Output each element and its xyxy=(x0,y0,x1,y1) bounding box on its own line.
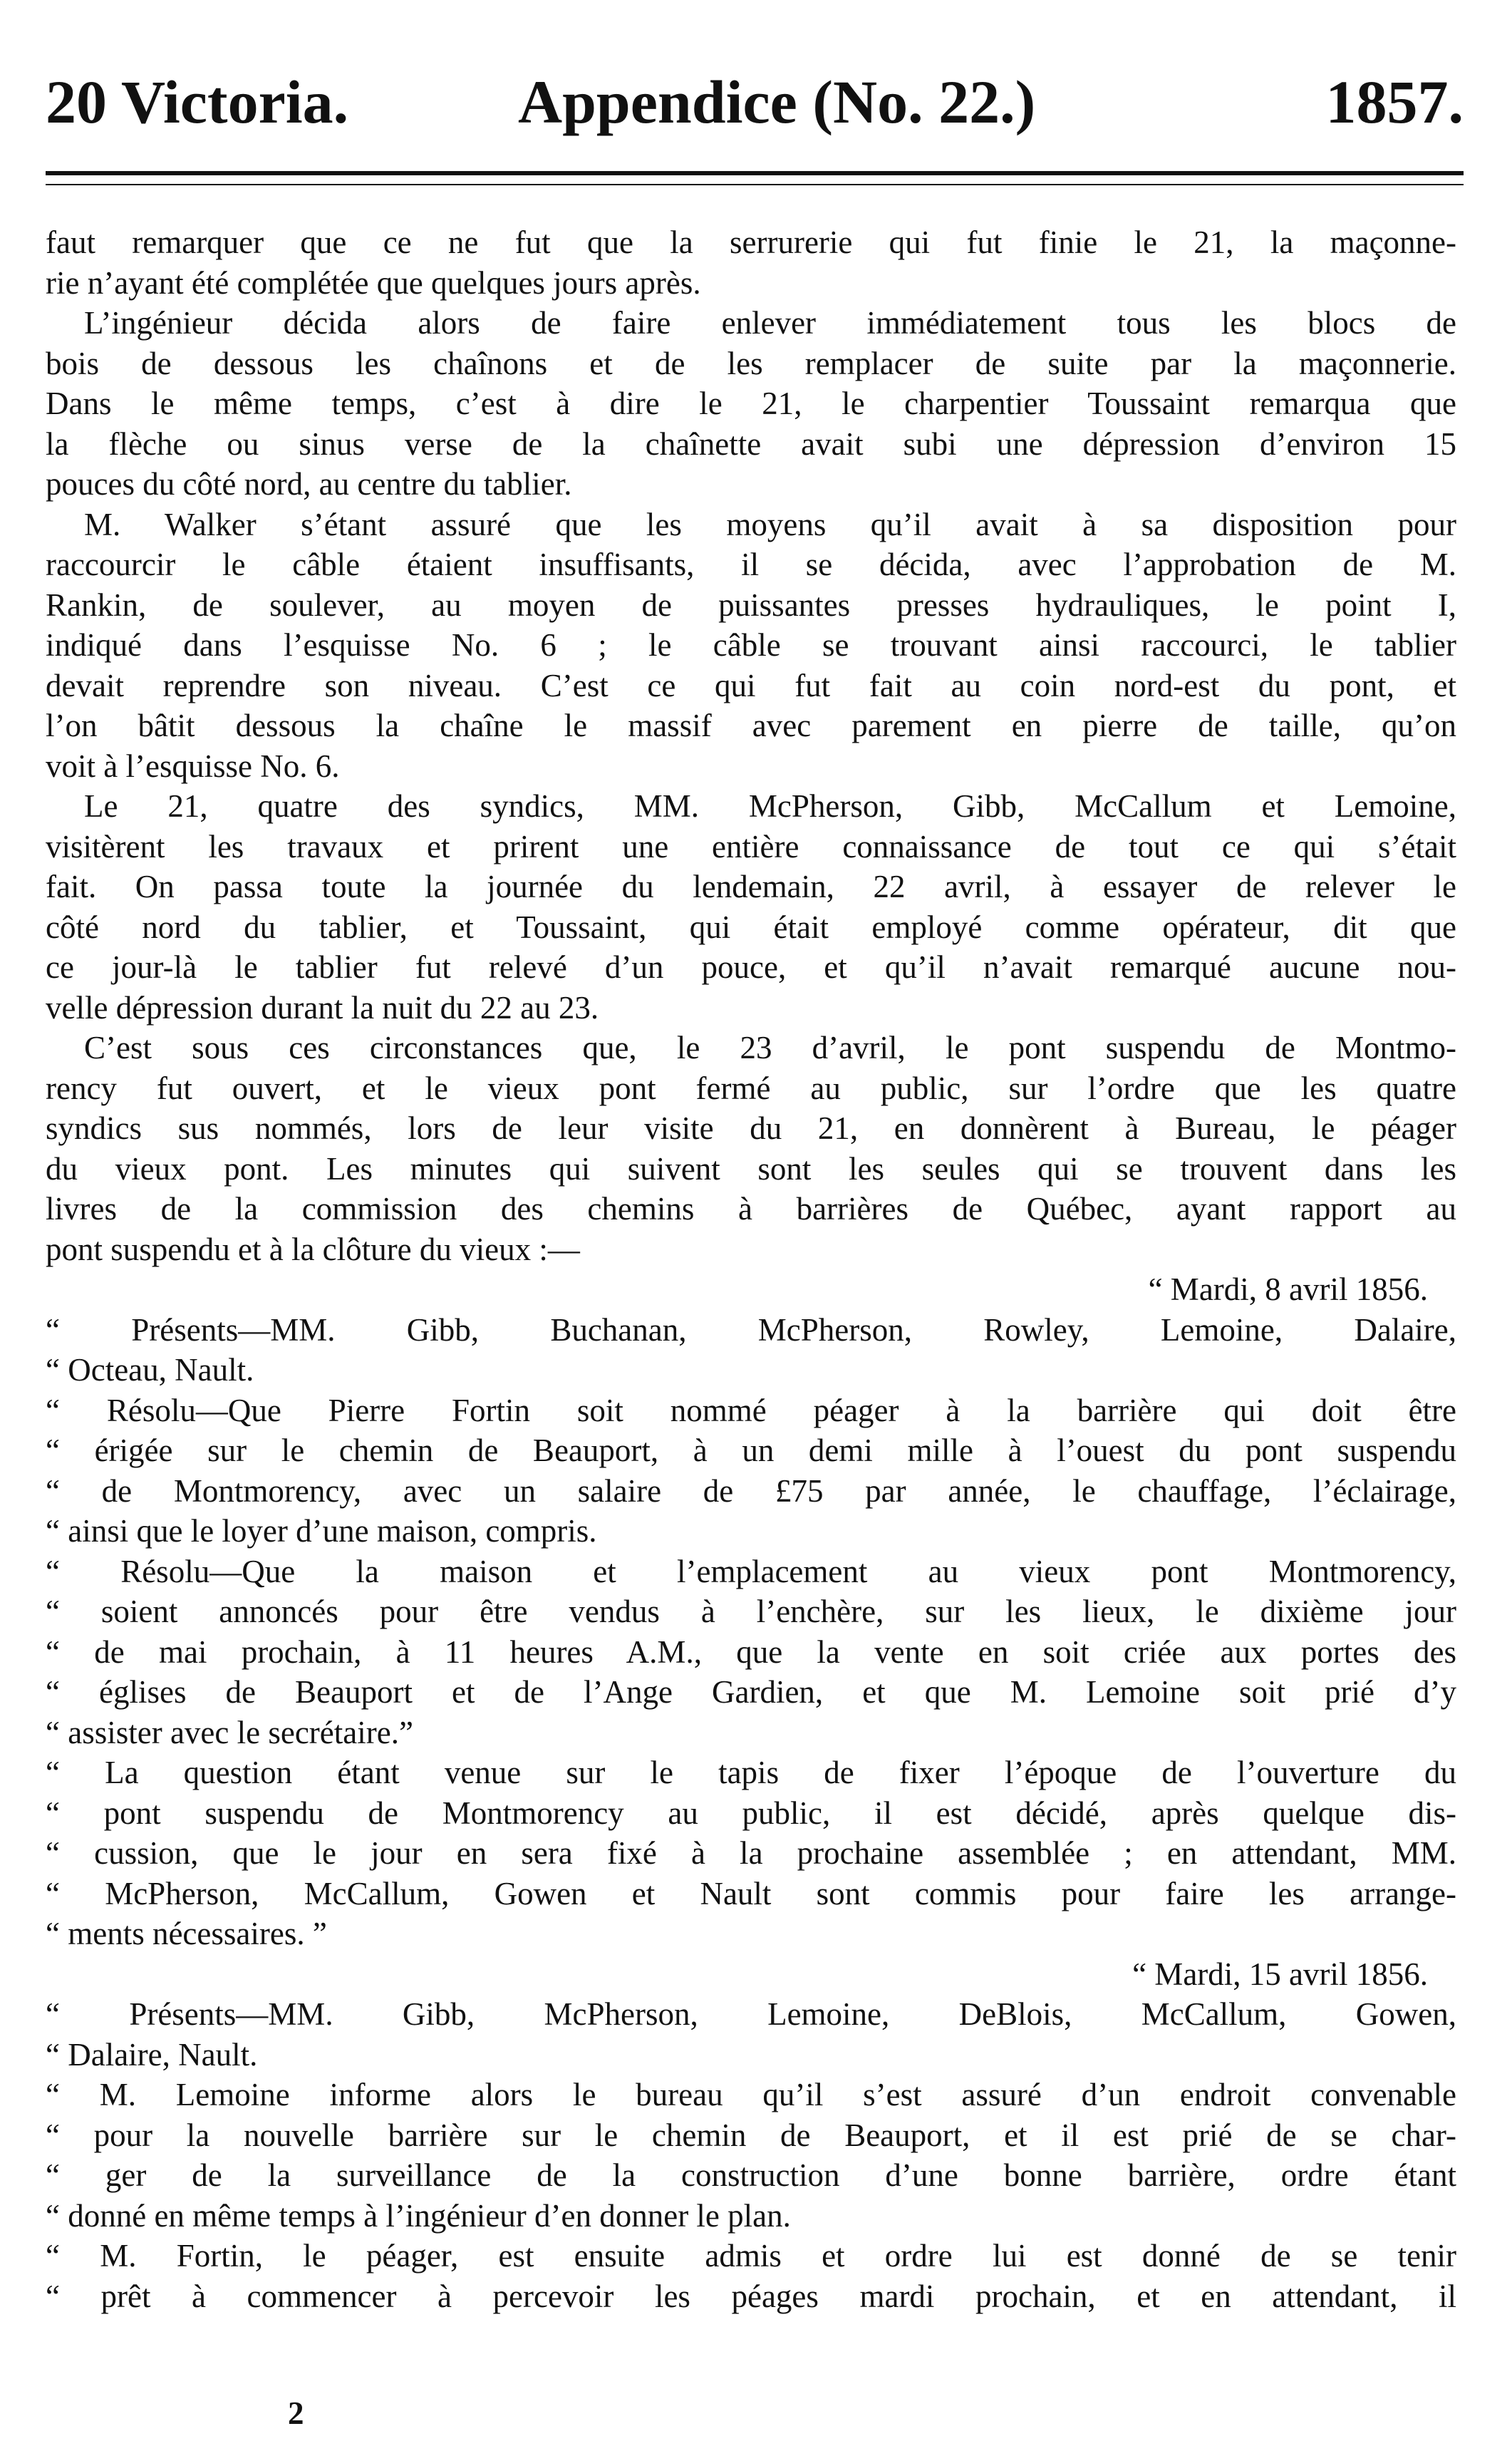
text-line: rie n’ayant été complétée que quelques jours après. xyxy=(46,264,701,301)
text-line: “ de Montmorency, avec un salaire de £75 par année, le chauffage, l’éclairage, xyxy=(46,1472,1456,1509)
text-line: “ M. Lemoine informe alors le bureau qu’il s’est assuré d’un endroit convenable xyxy=(46,2077,1456,2112)
text-line: “ Mardi, 15 avril 1856. xyxy=(1132,1956,1428,1992)
text-line: Le 21, quatre des syndics, MM. McPherson, Gibb, McCallum et Lemoine, xyxy=(84,788,1456,824)
text-line: bois de dessous les chaînons et de les remplacer de suite par la maçonnerie. xyxy=(46,345,1456,381)
text-line: “ cussion, que le jour en sera fixé à la prochaine assemblée ; en attendant, MM. xyxy=(46,1835,1456,1871)
text-line: raccourcir le câble étaient insuffisants, il se décida, avec l’approbation de M. xyxy=(46,547,1456,582)
text-line: pouces du côté nord, au centre du tablier. xyxy=(46,466,572,502)
text-line: C’est sous ces circonstances que, le 23 d’avril, le pont suspendu de Montmo- xyxy=(84,1030,1456,1065)
text-line: “ ger de la surveillance de la construction d’une bonne barrière, ordre étant xyxy=(46,2157,1456,2193)
page-number: 2 xyxy=(288,2395,304,2431)
text-line: “ pont suspendu de Montmorency au public, il est décidé, après quelque dis- xyxy=(46,1795,1456,1831)
text-line: “ ainsi que le loyer d’une maison, compris. xyxy=(46,1513,597,1549)
text-line: “ donné en même temps à l’ingénieur d’en donner le plan. xyxy=(46,2197,791,2234)
text-line: “ Mardi, 8 avril 1856. xyxy=(1148,1271,1428,1307)
text-line: fait. On passa toute la journée du lendemain, 22 avril, à essayer de relever le xyxy=(46,869,1456,904)
text-line: rency fut ouvert, et le vieux pont fermé au public, sur l’ordre que les quatre xyxy=(46,1070,1456,1106)
text-line: du vieux pont. Les minutes qui suivent sont les seules qui se trouvent dans les xyxy=(46,1150,1456,1187)
text-line: Dans le même temps, c’est à dire le 21, le charpentier Toussaint remarqua que xyxy=(46,386,1456,421)
text-line: pont suspendu et à la clôture du vieux :— xyxy=(46,1231,580,1267)
text-line: l’on bâtit dessous la chaîne le massif avec parement en pierre de taille, qu’on xyxy=(46,708,1456,743)
header-rule-thin xyxy=(46,184,1464,185)
text-line: “ La question étant venue sur le tapis de fixer l’époque de l’ouverture du xyxy=(46,1755,1456,1790)
text-line: “ Résolu—Que Pierre Fortin soit nommé péager à la barrière qui doit être xyxy=(46,1392,1456,1428)
header-session: 20 Victoria. xyxy=(46,68,349,136)
text-line: “ de mai prochain, à 11 heures A.M., que la vente en soit criée aux portes des xyxy=(46,1634,1456,1670)
header-appendix: Appendice (No. 22.) xyxy=(518,68,1036,136)
text-line: M. Walker s’étant assuré que les moyens qu’il avait à sa disposition pour xyxy=(84,506,1456,542)
text-line: “ prêt à commencer à percevoir les péages mardi prochain, et en attendant, il xyxy=(46,2278,1456,2314)
text-line: voit à l’esquisse No. 6. xyxy=(46,748,340,784)
text-line: faut remarquer que ce ne fut que la serrurerie qui fut finie le 21, la maçonne- xyxy=(46,225,1456,260)
text-line: ce jour-là le tablier fut relevé d’un pouce, et qu’il n’avait remarqué aucune nou- xyxy=(46,949,1456,985)
text-line: Rankin, de soulever, au moyen de puissantes presses hydrauliques, le point I, xyxy=(46,587,1456,623)
header-rule-thick xyxy=(46,171,1464,175)
text-line: devait reprendre son niveau. C’est ce qui fut fait au coin nord-est du pont, et xyxy=(46,667,1456,703)
text-line: côté nord du tablier, et Toussaint, qui était employé comme opérateur, dit que xyxy=(46,909,1456,945)
text-line: “ M. Fortin, le péager, est ensuite admis et ordre lui est donné de se tenir xyxy=(46,2238,1456,2274)
text-line: syndics sus nommés, lors de leur visite du 21, en donnèrent à Bureau, le péager xyxy=(46,1110,1456,1146)
text-line: “ Présents—MM. Gibb, Buchanan, McPherson, Rowley, Lemoine, Dalaire, xyxy=(46,1311,1456,1348)
text-line: “ érigée sur le chemin de Beauport, à un demi mille à l’ouest du pont suspendu xyxy=(46,1433,1456,1468)
text-line: “ Octeau, Nault. xyxy=(46,1352,254,1388)
text-line: visitèrent les travaux et prirent une entière connaissance de tout ce qui s’était xyxy=(46,828,1456,865)
text-line: “ assister avec le secrétaire.” xyxy=(46,1714,413,1750)
text-line: “ églises de Beauport et de l’Ange Gardien, et que M. Lemoine soit prié d’y xyxy=(46,1674,1456,1710)
text-line: indiqué dans l’esquisse No. 6 ; le câble se trouvant ainsi raccourci, le tablier xyxy=(46,627,1456,663)
text-line: “ Dalaire, Nault. xyxy=(46,2036,258,2073)
text-line: velle dépression durant la nuit du 22 au 23. xyxy=(46,989,599,1026)
text-line: livres de la commission des chemins à barrières de Québec, ayant rapport au xyxy=(46,1191,1456,1227)
text-line: L’ingénieur décida alors de faire enlever immédiatement tous les blocs de xyxy=(84,305,1456,341)
text-line: “ Présents—MM. Gibb, McPherson, Lemoine, DeBlois, McCallum, Gowen, xyxy=(46,1996,1456,2032)
header-year: 1857. xyxy=(1325,68,1464,136)
page-header xyxy=(46,63,1464,141)
text-line: “ soient annoncés pour être vendus à l’enchère, sur les lieux, le dixième jour xyxy=(46,1594,1456,1629)
body-text xyxy=(46,222,1456,2316)
text-line: “ pour la nouvelle barrière sur le chemin de Beauport, et il est prié de se char- xyxy=(46,2117,1456,2153)
text-line: la flèche ou sinus verse de la chaînette avait subi une dépression d’environ 15 xyxy=(46,425,1456,462)
text-line: “ ments nécessaires. ” xyxy=(46,1916,327,1951)
text-line: “ McPherson, McCallum, Gowen et Nault sont commis pour faire les arrange- xyxy=(46,1875,1456,1911)
text-line: “ Résolu—Que la maison et l’emplacement au vieux pont Montmorency, xyxy=(46,1553,1456,1589)
